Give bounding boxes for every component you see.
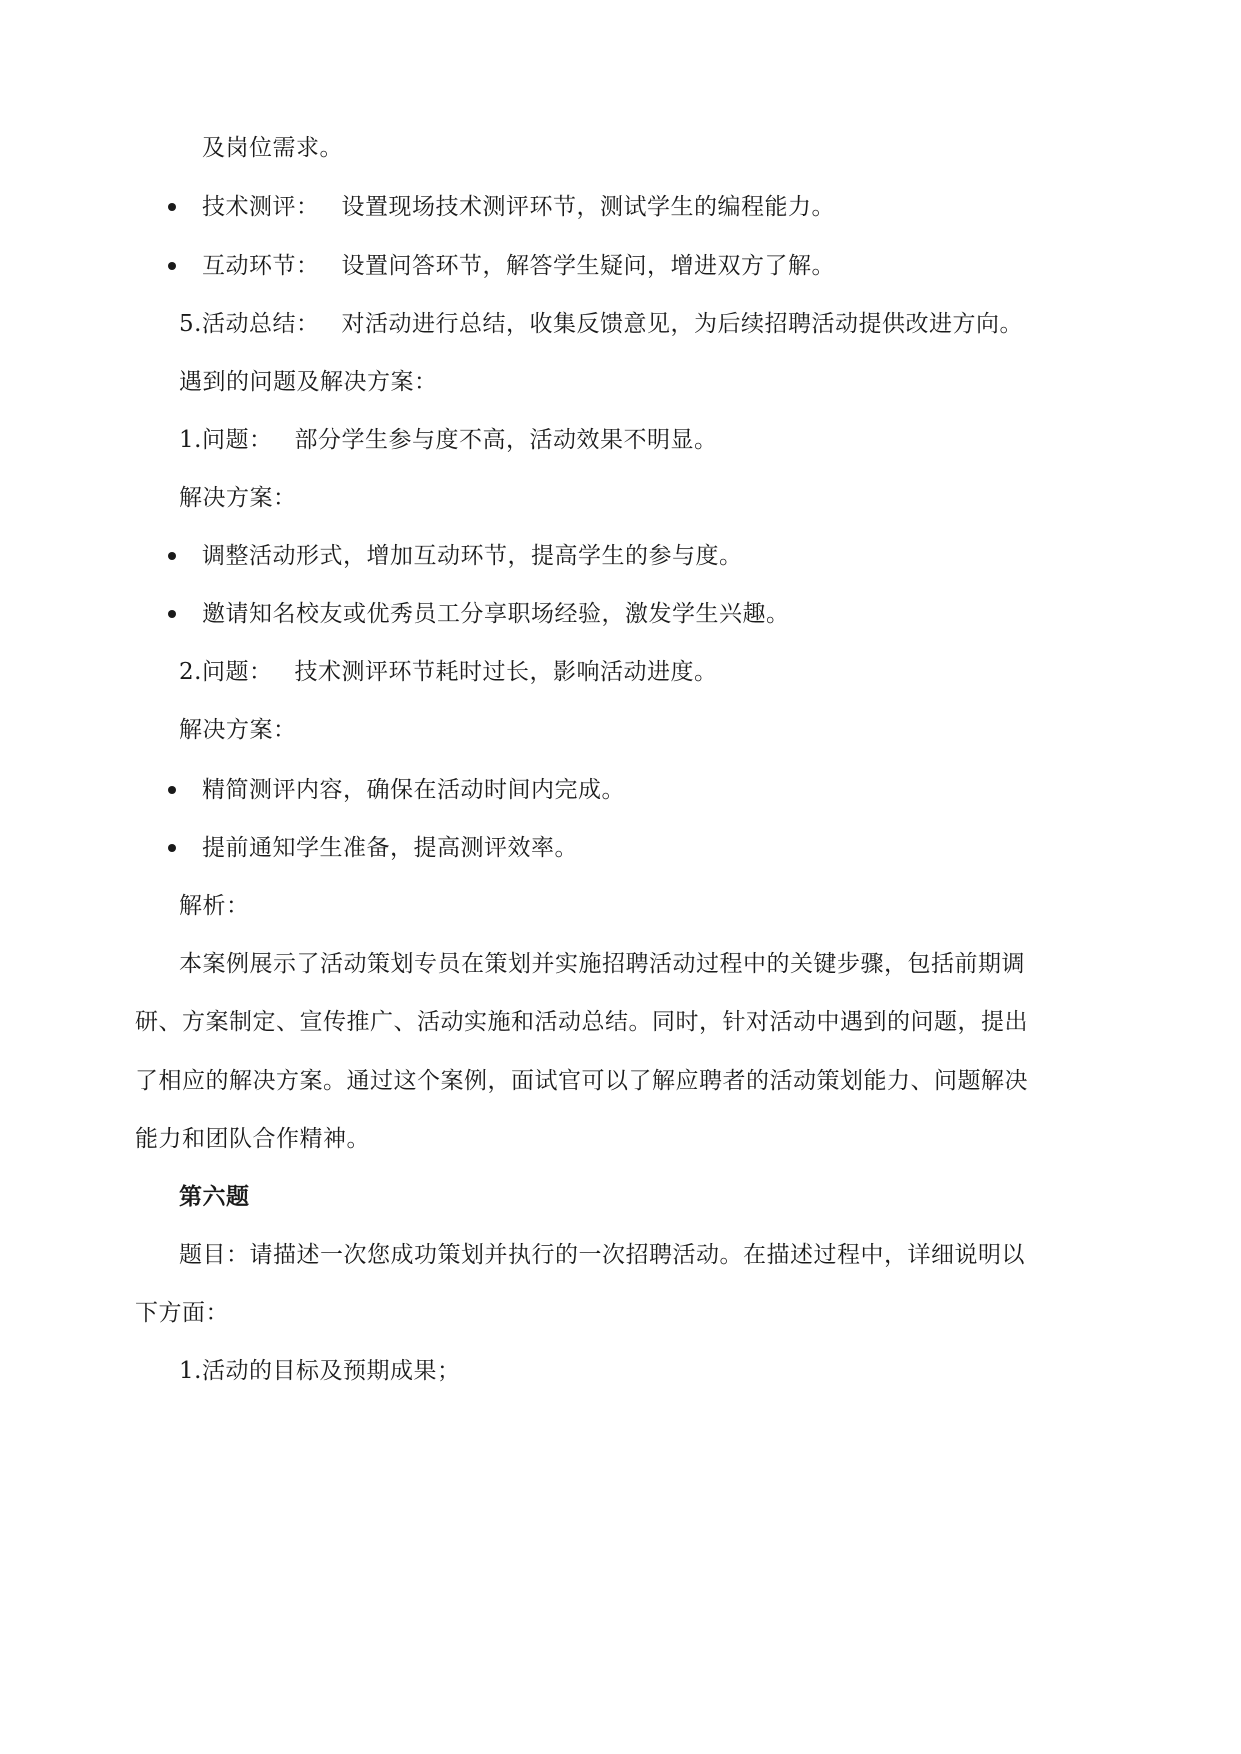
- question-6-item-1: 1.活动的目标及预期成果；: [179, 1358, 461, 1384]
- bullet-dot: [168, 844, 176, 852]
- bullet-dot: [168, 262, 176, 270]
- bullet-text: 设置现场技术测评环节，测试学生的编程能力。: [341, 194, 835, 220]
- solution-bullet: 邀请知名校友或优秀员工分享职场经验，激发学生兴趣。: [202, 601, 790, 627]
- analysis-heading: 解析：: [179, 893, 250, 919]
- bullet-interaction: [202, 251, 835, 281]
- bullet-label: 技术测评：: [202, 194, 320, 220]
- problem-text: 部分学生参与度不高，活动效果不明显。: [294, 427, 718, 453]
- step-text: 对活动进行总结，收集反馈意见，为后续招聘活动提供改进方向。: [341, 311, 1023, 337]
- question-6-prompt-line: 下方面：: [135, 1300, 229, 1326]
- solution-heading: 解决方案：: [179, 485, 297, 511]
- problem-1: [179, 425, 717, 455]
- question-6-prompt-line: 题目：请描述一次您成功策划并执行的一次招聘活动。在描述过程中，详细说明以: [179, 1242, 1025, 1268]
- question-6-title: 第六题: [179, 1183, 250, 1210]
- problem-label: 1.问题：: [179, 427, 273, 453]
- analysis-paragraph-line: 研、方案制定、宣传推广、活动实施和活动总结。同时，针对活动中遇到的问题，提出: [135, 1009, 1028, 1035]
- step-5-summary: [179, 309, 1023, 339]
- analysis-paragraph-line: 本案例展示了活动策划专员在策划并实施招聘活动过程中的关键步骤，包括前期调: [179, 951, 1025, 977]
- solution-bullet: 调整活动形式，增加互动环节，提高学生的参与度。: [202, 543, 743, 569]
- problem-label: 2.问题：: [179, 659, 273, 685]
- analysis-paragraph-line: 能力和团队合作精神。: [135, 1126, 370, 1152]
- bullet-text: 设置问答环节，解答学生疑问，增进双方了解。: [341, 253, 835, 279]
- bullet-dot: [168, 610, 176, 618]
- bullet-dot: [168, 203, 176, 211]
- analysis-paragraph-line: 了相应的解决方案。通过这个案例，面试官可以了解应聘者的活动策划能力、问题解决: [135, 1068, 1028, 1094]
- step-label: 5.活动总结：: [179, 311, 320, 337]
- problems-heading: 遇到的问题及解决方案：: [179, 369, 438, 395]
- solution-bullet: 提前通知学生准备，提高测评效率。: [202, 835, 578, 861]
- continuation-line: 及岗位需求。: [202, 135, 343, 161]
- solution-heading: 解决方案：: [179, 717, 297, 743]
- solution-bullet: 精简测评内容，确保在活动时间内完成。: [202, 777, 625, 803]
- bullet-dot: [168, 552, 176, 560]
- problem-text: 技术测评环节耗时过长，影响活动进度。: [294, 659, 718, 685]
- problem-2: [179, 657, 717, 687]
- bullet-tech-eval: [202, 192, 835, 222]
- bullet-label: 互动环节：: [202, 253, 320, 279]
- bullet-dot: [168, 786, 176, 794]
